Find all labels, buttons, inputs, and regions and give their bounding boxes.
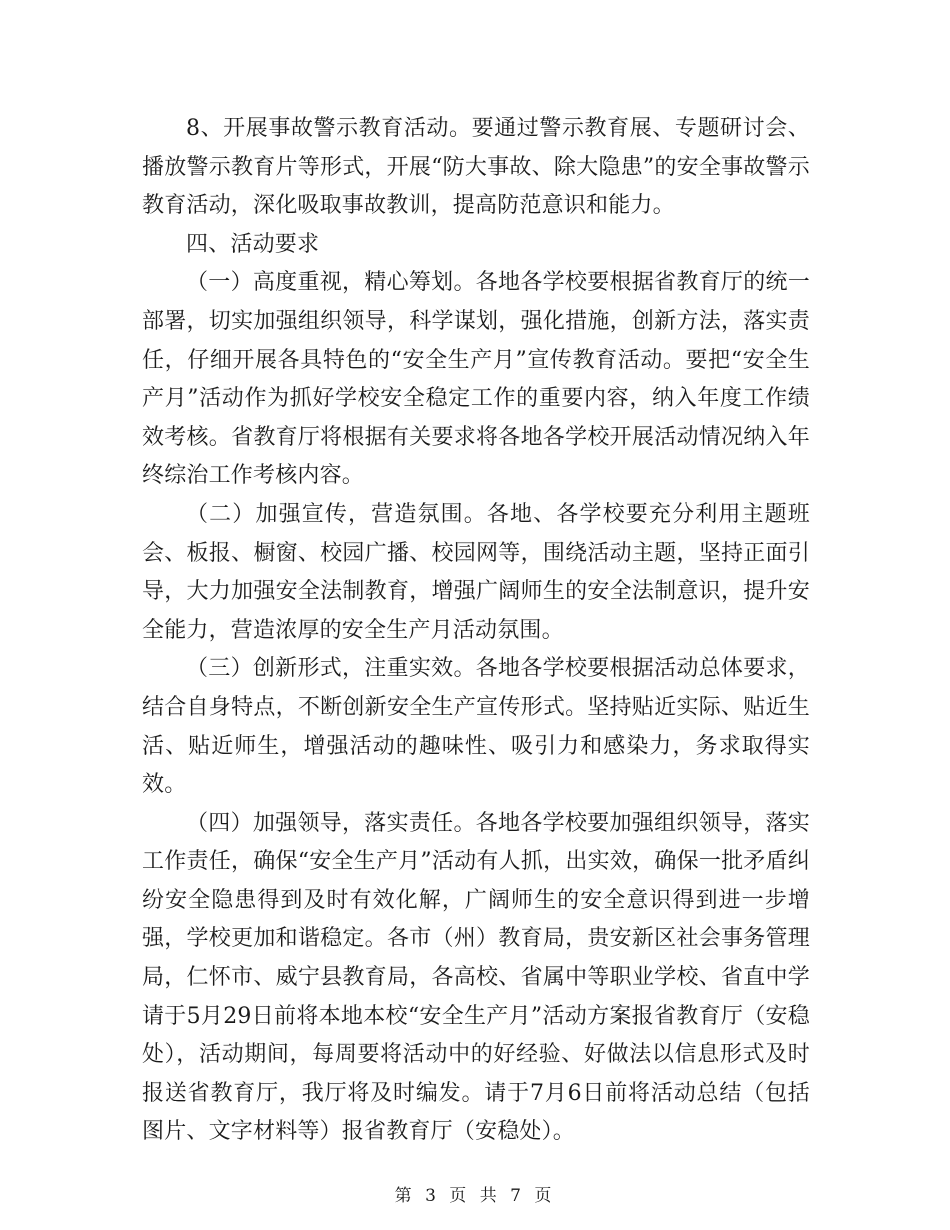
page-number-footer: 第 3 页 共 7 页: [394, 1186, 556, 1206]
paragraph-requirement-3: （三）创新形式，注重实效。各地各学校要根据活动总体要求，结合自身特点，不断创新安全生产宣传形式。坚持贴近实际、贴近生活、贴近师生，增强活动的趣味性、吸引力和感染力，务求取得实效。: [142, 656, 810, 798]
paragraph-requirement-1: （一）高度重视，精心筹划。各地各学校要根据省教育厅的统一部署，切实加强组织领导，科学谋划，强化措施，创新方法，落实责任，仔细开展各具特色的“安全生产月”宣传教育活动。要把“安全生产月”活动作为抓好学校安全稳定工作的重要内容，纳入年度工作绩效考核。省教育厅将根据有关要求将各地各学校开展活动情况纳入年终综治工作考核内容。: [142, 270, 810, 489]
paragraph-requirement-2: （二）加强宣传，营造氛围。各地、各学校要充分利用主题班会、板报、橱窗、校园广播、校园网等，围绕活动主题，坚持正面引导，大力加强安全法制教育，增强广阔师生的安全法制意识，提升安全能力，营造浓厚的安全生产月活动氛围。: [142, 501, 810, 643]
paragraph-item-8: 8、开展事故警示教育活动。要通过警示教育展、专题研讨会、播放警示教育片等形式，开展“防大事故、除大隐患”的安全事故警示教育活动，深化吸取事故教训，提高防范意识和能力。: [142, 116, 810, 219]
section-heading-requirements: 四、活动要求: [186, 231, 320, 257]
document-body: [142, 110, 810, 1152]
paragraph-requirement-4: （四）加强领导，落实责任。各地各学校要加强组织领导，落实工作责任，确保“安全生产月”活动有人抓，出实效，确保一批矛盾纠纷安全隐患得到及时有效化解，广阔师生的安全意识得到进一步增强，学校更加和谐稳定。各市（州）教育局，贵安新区社会事务管理局，仁怀市、威宁县教育局，各高校、省属中等职业学校、省直中学请于5月29日前将本地本校“安全生产月”活动方案报省教育厅（安稳处），活动期间，每周要将活动中的好经验、好做法以信息形式及时报送省教育厅，我厅将及时编发。请于7月6日前将活动总结（包括图片、文字材料等）报省教育厅（安稳处）。: [142, 810, 810, 1145]
